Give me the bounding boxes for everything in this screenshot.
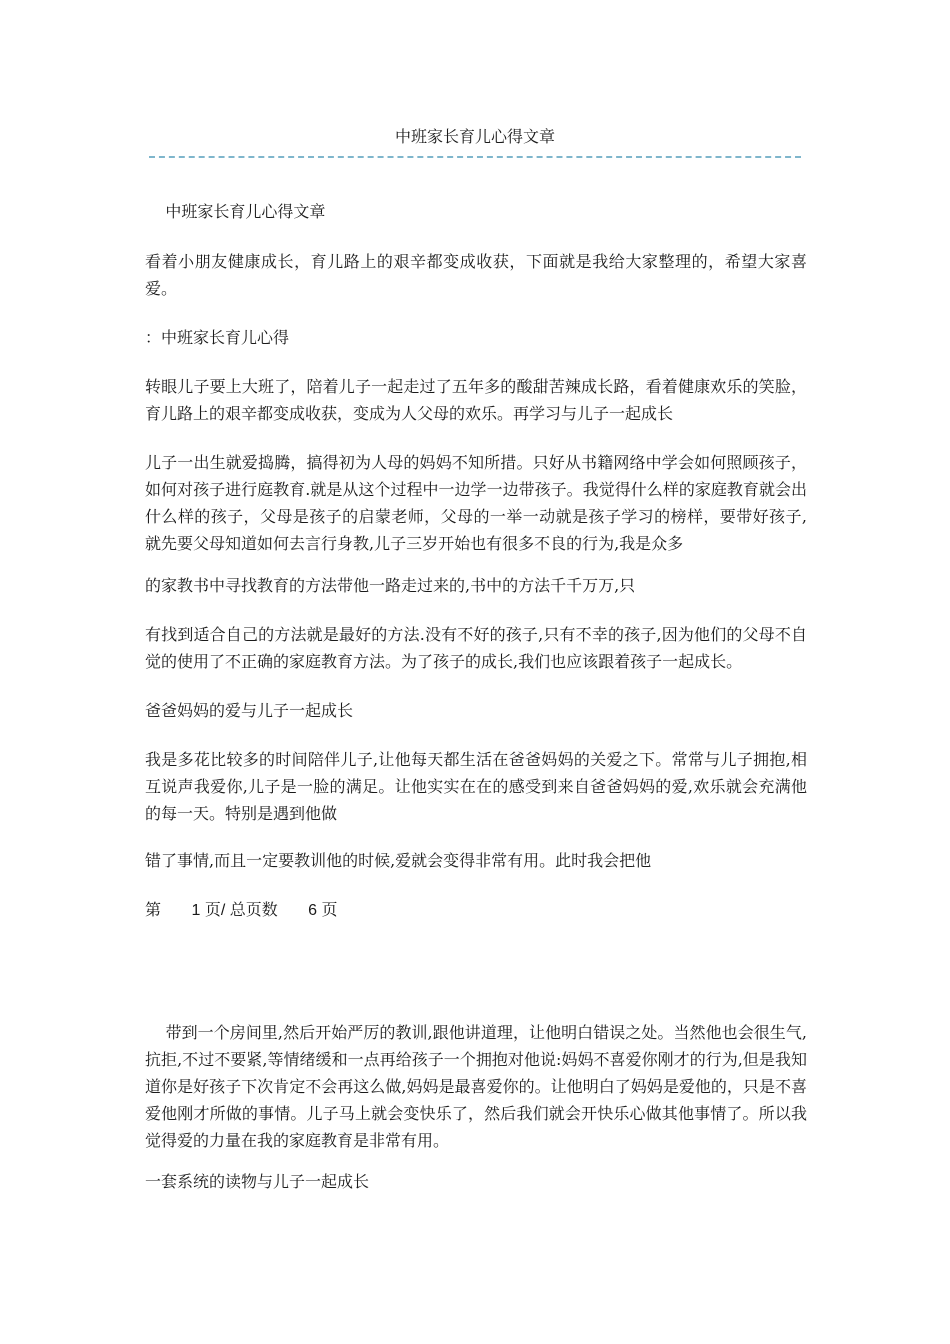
header-divider	[149, 156, 801, 158]
footer-current-page: 1 页/ 总页数	[191, 902, 278, 919]
paragraph-3: 的家教书中寻找教育的方法带他一路走过来的,书中的方法千千万万,只	[145, 576, 636, 595]
page-header-title: 中班家长育儿心得文章	[394, 127, 555, 146]
footer-prefix: 第	[145, 902, 162, 919]
paragraph-7: 带到一个房间里,然后开始严厉的教训,跟他讲道理，让他明白错误之处。当然他也会很生气,抗拒,不过不要紧,等情绪缓和一点再给孩子一个拥抱对他说:妈妈不喜爱你刚才的行为,但是我知道你是好孩子下次肯定不会再这么做,妈妈是最喜爱你的。让他明白了妈妈是爱他的，只是不喜爱他刚才所做的事情。儿子马上就会变快乐了，然后我们就会开快乐心做其他事情了。所以我觉得爱的力量在我的家庭教育是非常有用。	[145, 1023, 807, 1150]
paragraph-4: 有找到适合自己的方法就是最好的方法.没有不好的孩子,只有不幸的孩子,因为他们的父母不自觉的使用了不正确的家庭教育方法。为了孩子的成长,我们也应该跟着孩子一起成长。	[145, 625, 807, 671]
paragraph-5: 我是多花比较多的时间陪伴儿子,让他每天都生活在爸爸妈妈的关爱之下。常常与儿子拥抱,相互说声我爱你,儿子是一脸的满足。让他实实在在的感受到来自爸爸妈妈的爱,欢乐就会充满他的每一天。特别是遇到他做	[145, 750, 807, 823]
paragraph-1: 转眼儿子要上大班了，陪着儿子一起走过了五年多的酸甜苦辣成长路，看着健康欢乐的笑脸，育儿路上的艰辛都变成收获，变成为人父母的欢乐。再学习与儿子一起成长	[145, 377, 807, 423]
paragraph-heading: 中班家长育儿心得文章	[145, 202, 326, 221]
footer-total-pages: 6 页	[308, 902, 338, 919]
paragraph-section-title: ：中班家长育儿心得	[145, 328, 290, 347]
paragraph-2: 儿子一出生就爱捣腾，搞得初为人母的妈妈不知所措。只好从书籍网络中学会如何照顾孩子，如何对孩子进行庭教育.就是从这个过程中一边学一边带孩子。我觉得什么样的家庭教育就会出什么样的孩子，父母是孩子的启蒙老师，父母的一举一动就是孩子学习的榜样，要带好孩子, 就先要父母知道如何去言行身教,儿子三岁开始也有很多不良的行为,我是众多	[145, 453, 813, 553]
paragraph-intro: 看着小朋友健康成长，育儿路上的艰辛都变成收获，下面就是我给大家整理的，希望大家喜爱。	[145, 252, 807, 298]
paragraph-subheading-1: 爸爸妈妈的爱与儿子一起成长	[145, 701, 354, 720]
paragraph-subheading-2: 一套系统的读物与儿子一起成长	[145, 1172, 370, 1191]
paragraph-6: 错了事情,而且一定要教训他的时候,爱就会变得非常有用。此时我会把他	[145, 851, 652, 870]
page-footer	[145, 897, 338, 924]
